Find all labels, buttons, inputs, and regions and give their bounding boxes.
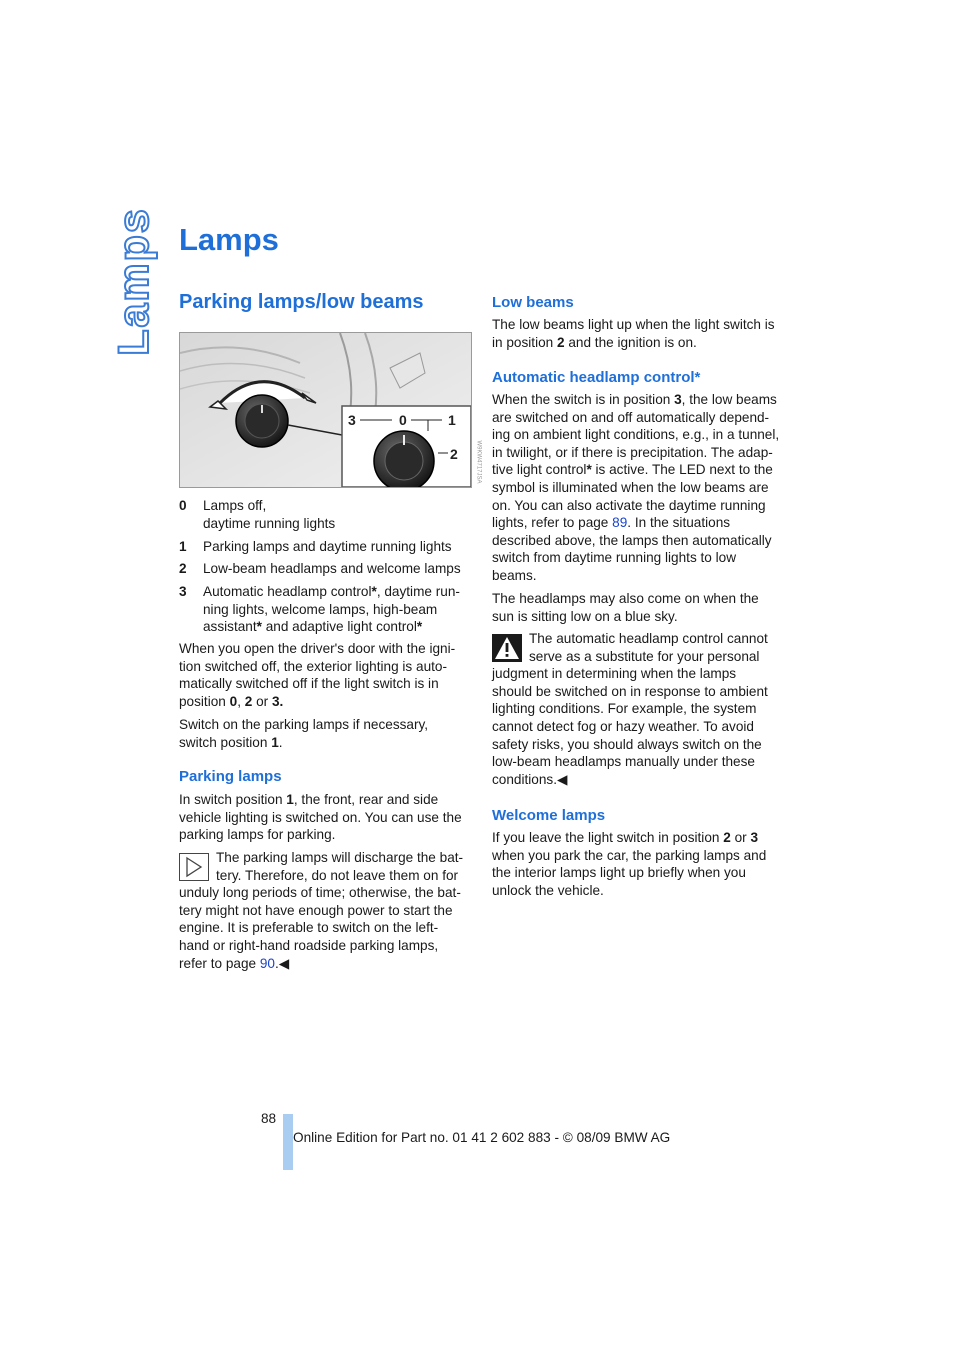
section-title-parking-low-beams: Parking lamps/low beams bbox=[179, 291, 424, 313]
auto-headlamp-heading: Automatic headlamp control* bbox=[492, 369, 701, 386]
page-90-link[interactable]: 90 bbox=[259, 955, 275, 971]
parking-note-paragraph: The parking lamps will discharge the bat- tery. Therefore, do not leave them on for unduly long periods of time; otherwise, the bat- tery might not have enough power to start the engine. It is preferable to switch on the left- hand or right-hand roadside parking lamps, refer to page 90.◀ bbox=[179, 850, 464, 971]
switch-label-2: 2 bbox=[450, 446, 458, 462]
low-sun-paragraph: The headlamps may also come on when the sun is sitting low on a blue sky. bbox=[492, 591, 759, 624]
low-beams-heading: Low beams bbox=[492, 294, 574, 311]
switch-label-3: 3 bbox=[348, 412, 356, 428]
low-beams-paragraph: The low beams light up when the light switch is in position 2 and the ignition is on. bbox=[492, 317, 775, 350]
switch-label-0: 0 bbox=[399, 412, 407, 428]
switch-label-1: 1 bbox=[448, 412, 456, 428]
parking-lamps-paragraph: In switch position 1, the front, rear and side vehicle lighting is switched on. You can use the parking lamps for parking. bbox=[179, 792, 462, 843]
page-title: Lamps bbox=[179, 222, 279, 257]
footer-text: Online Edition for Part no. 01 41 2 602 883 - © 08/09 BMW AG bbox=[293, 1130, 671, 1145]
page-number: 88 bbox=[261, 1111, 277, 1126]
light-switch-illustration bbox=[179, 332, 472, 488]
illustration-code: W9KW4717JSA bbox=[476, 440, 482, 484]
light-switch-drawing bbox=[180, 333, 471, 487]
welcome-lamps-paragraph: If you leave the light switch in position 2 or 3 when you park the car, the parking lamps and the interior lamps light up briefly when you unlock the vehicle. bbox=[492, 830, 767, 898]
auto-headlamp-paragraph: When the switch is in position 3, the low beams are switched on and off automatically depend- ing on ambient light conditions, e.g., in a tunnel, in twilight, or if there is precipitation. The adap- tive light control* is active. The LED next to the symbol is illuminated when the low beams are on. You can also activate the daytime running lights, refer to page 89. In the situations described above, the lamps then automatically switch from daytime running lights to low beams. bbox=[492, 392, 780, 583]
end-mark: ◀ bbox=[557, 771, 568, 787]
switch-parking-paragraph: Switch on the parking lamps if necessary, switch position 1. bbox=[179, 717, 429, 750]
side-tab-label: Lamps bbox=[109, 206, 158, 356]
footer-accent-bar bbox=[283, 1114, 293, 1170]
warning-paragraph: The automatic headlamp control cannot serve as a substitute for your personal judgment in determining when the lamps should be switched on in response to ambient lighting conditions. For example, the system cannot detect fog or hazy weather. To avoid safety risks, you should always switch on the low-beam headlamps manually under these conditions.◀ bbox=[492, 631, 768, 787]
parking-lamps-heading: Parking lamps bbox=[179, 768, 282, 785]
welcome-lamps-heading: Welcome lamps bbox=[492, 807, 606, 824]
side-chapter-tab bbox=[109, 206, 158, 356]
end-mark: ◀ bbox=[278, 955, 290, 971]
door-lighting-paragraph: When you open the driver's door with the igni- tion switched off, the exterior lighting is auto- matically switched off if the light switch is in position 0, 2 or 3. bbox=[179, 641, 456, 709]
page-89-link[interactable]: 89 bbox=[612, 515, 628, 531]
